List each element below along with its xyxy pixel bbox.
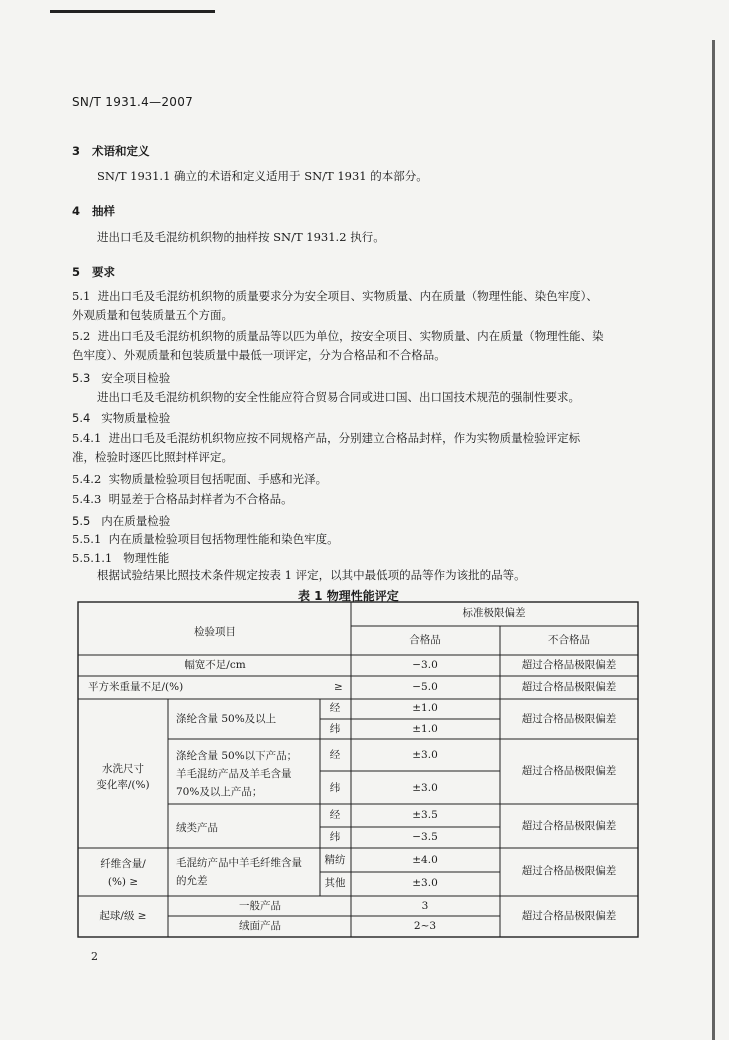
shrink-g3-warp: 经: [329, 809, 341, 821]
shrink-g2-label-line2: 羊毛混纺产品及羊毛含量: [176, 768, 292, 780]
clause-number: 5.1: [72, 289, 91, 303]
shrink-label-line2: 变化率/(%): [96, 779, 150, 791]
clause-number: 5.3: [72, 371, 91, 385]
table-header-limit: 标准极限偏差: [462, 607, 526, 619]
fiber-label-line1: 纤维含量/: [100, 858, 146, 870]
clause-text: 实物质量检验项目包括呢面、手感和光泽。: [108, 472, 328, 486]
section-title: 抽样: [92, 204, 116, 218]
shrink-g2-warp-value: ±3.0: [412, 749, 438, 761]
fiber-desc-line1: 毛混纺产品中羊毛纤维含量: [176, 857, 302, 869]
fiber-value1: ±4.0: [412, 854, 438, 866]
shrink-g3-warp-value: ±3.5: [412, 809, 438, 821]
section-5-2-line2: 色牢度）、外观质量和包装质量中最低一项评定，分为合格品和不合格品。: [72, 348, 446, 362]
clause-text: 进出口毛及毛混纺机织物的质量品等以匹为单位，按安全项目、实物质量、内在质量（物理性能、染: [97, 329, 604, 343]
standard-code: SN/T 1931.4—2007: [72, 95, 194, 109]
clause-text: 进出口毛及毛混纺机织物的质量要求分为安全项目、实物质量、内在质量（物理性能、染色牢度）、: [97, 289, 598, 303]
row-width-value: −3.0: [412, 659, 438, 671]
shrink-g3-weft: 纬: [329, 831, 341, 843]
pilling-exceed: 超过合格品极限偏差: [521, 910, 617, 922]
shrink-g2-exceed: 超过合格品极限偏差: [521, 765, 617, 777]
section-5-3-text: 进出口毛及毛混纺机织物的安全性能应符合贸易合同或进口国、出口国技术规范的强制性要求。: [97, 390, 580, 404]
shrink-g1-weft: 纬: [329, 723, 341, 735]
row-weight-value: −5.0: [412, 681, 438, 693]
pilling-value1: 3: [421, 900, 429, 912]
section-title: 要求: [92, 265, 116, 279]
shrink-g2-label-line1: 涤纶含量 50%以下产品；: [176, 750, 298, 762]
section-5-5-1-1-text: 根据试验结果比照技术条件规定按表 1 评定，以其中最低项的品等作为该批的品等。: [97, 568, 526, 582]
table-header-unqualified: 不合格品: [548, 634, 590, 646]
shrink-g2-label-line3: 70%及以上产品；: [176, 786, 263, 798]
fiber-desc-line2: 的允差: [176, 875, 208, 887]
shrink-g2-warp: 经: [329, 749, 341, 761]
pilling-type1: 一般产品: [239, 900, 281, 912]
clause-number: 5.4.1: [72, 431, 102, 445]
shrink-g1-warp: 经: [329, 702, 341, 714]
clause-title: 内在质量检验: [101, 514, 171, 528]
shrink-g1-label: 涤纶含量 50%及以上: [176, 713, 277, 725]
fiber-label-line2: (%) ≥: [107, 876, 139, 888]
section-4-text: 进出口毛及毛混纺机织物的抽样按 SN/T 1931.2 执行。: [97, 230, 385, 244]
fiber-type1: 精纺: [324, 854, 346, 866]
clause-number: 5.5: [72, 514, 91, 528]
clause-text: 内在质量检验项目包括物理性能和染色牢度。: [108, 532, 339, 546]
clause-number: 5.5.1.1: [72, 551, 113, 565]
pilling-type2: 绒面产品: [239, 920, 281, 932]
section-5-4-1-line2: 准，检验时逐匹比照封样评定。: [72, 450, 233, 464]
section-5-1-line2: 外观质量和包装质量五个方面。: [72, 308, 233, 322]
fiber-value2: ±3.0: [412, 877, 438, 889]
clause-number: 5.2: [72, 329, 91, 343]
shrink-g3-exceed: 超过合格品极限偏差: [521, 820, 617, 832]
row-weight-exceed: 超过合格品极限偏差: [521, 681, 617, 693]
row-weight-label: 平方米重量不足/(%): [88, 681, 184, 693]
clause-title: 安全项目检验: [101, 371, 171, 385]
pilling-label: 起球/级 ≥: [99, 910, 147, 922]
section-number: 4: [72, 204, 81, 218]
clause-number: 5.4: [72, 411, 91, 425]
row-weight-sign: ≥: [334, 681, 343, 693]
page-number: 2: [91, 950, 98, 963]
section-3-text: SN/T 1931.1 确立的术语和定义适用于 SN/T 1931 的本部分。: [97, 169, 428, 183]
shrink-g1-weft-value: ±1.0: [412, 723, 438, 735]
section-number: 3: [72, 144, 81, 158]
section-number: 5: [72, 265, 81, 279]
table-header-item: 检验项目: [194, 626, 236, 638]
clause-text: 明显差于合格品封样者为不合格品。: [108, 492, 293, 506]
shrink-g1-warp-value: ±1.0: [412, 702, 438, 714]
shrink-g1-exceed: 超过合格品极限偏差: [521, 713, 617, 725]
fiber-exceed: 超过合格品极限偏差: [521, 865, 617, 877]
pilling-value2: 2~3: [413, 920, 437, 932]
clause-title: 实物质量检验: [101, 411, 171, 425]
table-header-qualified: 合格品: [409, 634, 441, 646]
shrink-g2-weft: 纬: [329, 782, 341, 794]
clause-text: 进出口毛及毛混纺机织物应按不同规格产品，分别建立合格品封样，作为实物质量检验评定标: [108, 431, 581, 445]
row-width-label: 幅宽不足/cm: [184, 659, 246, 671]
clause-number: 5.4.3: [72, 492, 102, 506]
shrink-g3-label: 绒类产品: [176, 822, 218, 834]
clause-title: 物理性能: [123, 551, 170, 565]
shrink-g2-weft-value: ±3.0: [412, 782, 438, 794]
clause-number: 5.4.2: [72, 472, 102, 486]
shrink-label-line1: 水洗尺寸: [102, 763, 144, 775]
row-width-exceed: 超过合格品极限偏差: [521, 659, 617, 671]
shrink-g3-weft-value: −3.5: [412, 831, 438, 843]
fiber-type2: 其他: [324, 877, 346, 889]
clause-number: 5.5.1: [72, 532, 102, 546]
table-caption: 表 1 物理性能评定: [298, 589, 399, 603]
section-title: 术语和定义: [92, 144, 150, 158]
